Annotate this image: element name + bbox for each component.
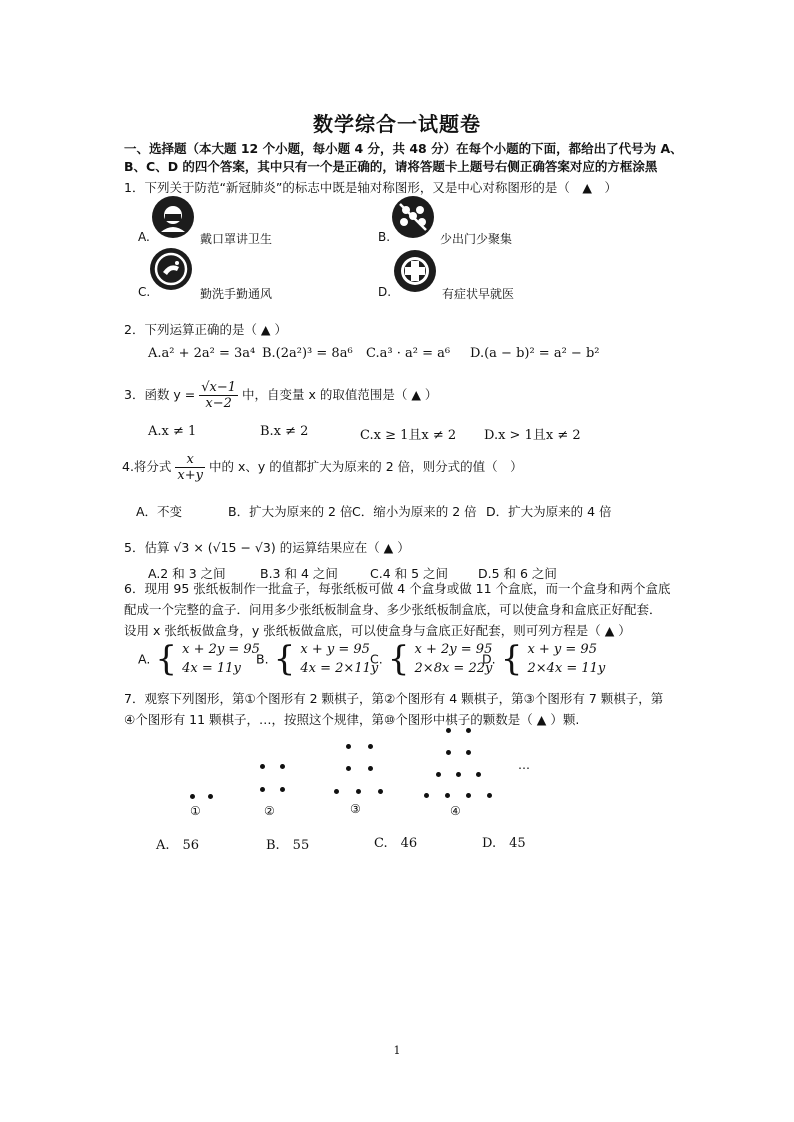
piece-dot	[466, 750, 471, 755]
piece-dot	[445, 793, 450, 798]
piece-dot	[346, 744, 351, 749]
q5-option-d: D.5 和 6 之间	[478, 566, 557, 581]
question-7-stem: 7．观察下列图形，第①个图形有 2 颗棋子，第②个图形有 4 颗棋子，第③个图形有 7 颗棋子，第④个图形有 11 颗棋子，…，按照这个规律，第⑩个图形中棋子的颗数是（ ▲ ）颗.	[124, 691, 664, 727]
piece-dot	[260, 787, 265, 792]
q6-option-a-eq2: 4x = 11y	[182, 661, 241, 676]
handwash-icon	[150, 248, 192, 290]
q6-option-c-eq1: x + 2y = 95	[414, 642, 493, 657]
piece-dot	[436, 772, 441, 777]
q6-option-d-eq1: x + y = 95	[527, 642, 597, 657]
page-number: 1	[393, 1044, 401, 1057]
q4-option-c: C．缩小为原来的 2 倍	[352, 504, 477, 519]
piece-dot	[466, 793, 471, 798]
q4-fraction-numerator: x	[175, 452, 205, 468]
q2-option-d: D.(a − b)² = a² − b²	[470, 346, 600, 361]
question-2-stem: 2．下列运算正确的是（ ▲ ）	[124, 322, 288, 337]
piece-dot	[368, 744, 373, 749]
piece-dot	[280, 764, 285, 769]
q3-option-d: D.x > 1且x ≠ 2	[484, 428, 581, 443]
figure-label-3: ③	[350, 802, 361, 816]
q6-option-d-letter: D.	[482, 651, 496, 667]
q7-option-d: D. 45	[482, 836, 526, 851]
q6-option-c-eq2: 2×8x = 22y	[414, 661, 493, 676]
q6-option-d-brace: {	[500, 639, 523, 679]
page-title: 数学综合一试题卷	[313, 112, 481, 136]
q1-option-c-letter: C.	[138, 285, 151, 299]
q6-option-d-system	[527, 640, 605, 678]
piece-dot	[424, 793, 429, 798]
figure-label-1: ①	[190, 804, 201, 818]
q6-option-b-letter: B.	[256, 651, 269, 667]
q3-option-c: C.x ≥ 1且x ≠ 2	[360, 428, 457, 443]
q5-option-c: C.4 和 5 之间	[370, 566, 449, 581]
section-instructions: 一、选择题（本大题 12 个小题，每小题 4 分，共 48 分）在每个小题的下面，都给出了代号为 A、B、C、D 的四个答案，其中只有一个是正确的，请将答题卡上题号右侧正确答案对应的方框涂黑	[124, 141, 683, 174]
question-3-stem	[124, 380, 437, 411]
q3-fraction-numerator: √x−1	[201, 380, 237, 395]
piece-dot	[346, 766, 351, 771]
q1-option-a-caption: 戴口罩讲卫生	[200, 232, 273, 246]
q3-stem-prefix: 3．函数 y =	[124, 387, 196, 402]
q5-option-a: A.2 和 3 之间	[148, 566, 226, 581]
piece-dot	[456, 772, 461, 777]
q6-option-a-letter: A.	[138, 651, 151, 667]
q6-option-b	[256, 640, 378, 678]
figure-label-4: ④	[450, 804, 461, 818]
q6-option-b-eq2: 4x = 2×11y	[300, 661, 379, 676]
piece-dot	[190, 794, 195, 799]
q6-option-c-brace: {	[387, 639, 410, 679]
piece-dot	[487, 793, 492, 798]
q4-stem-suffix: 中的 x、y 的值都扩大为原来的 2 倍，则分式的值（ ）	[208, 459, 523, 474]
q1-option-b-letter: B.	[378, 230, 391, 244]
q6-option-d-eq2: 2×4x = 11y	[527, 661, 606, 676]
q4-option-a: A．不变	[136, 504, 183, 519]
q6-option-d	[482, 640, 605, 678]
q4-fraction-denominator: x+y	[177, 468, 203, 483]
q1-option-b-caption: 少出门少聚集	[440, 232, 513, 246]
piece-dot	[446, 728, 451, 733]
piece-dot	[446, 750, 451, 755]
piece-dot	[280, 787, 285, 792]
piece-dot	[368, 766, 373, 771]
q7-option-c: C. 46	[374, 836, 418, 851]
figure-label-2: ②	[264, 804, 275, 818]
q6-option-c	[370, 640, 492, 678]
piece-dot	[208, 794, 213, 799]
q6-option-b-brace: {	[273, 639, 296, 679]
q6-option-a-system	[182, 640, 260, 678]
figure-ellipsis: …	[518, 758, 530, 772]
medical-cross-icon	[394, 250, 436, 292]
crowd-icon	[392, 196, 434, 238]
q2-option-c: C.a³ · a² = a⁶	[366, 346, 451, 361]
q1-option-c-caption: 勤洗手勤通风	[200, 287, 273, 301]
q3-stem-suffix: 中，自变量 x 的取值范围是（ ▲ ）	[242, 387, 438, 402]
question-4-stem	[122, 452, 523, 483]
q6-option-a-eq1: x + 2y = 95	[182, 642, 260, 657]
piece-dot	[378, 789, 383, 794]
q5-option-b: B.3 和 4 之间	[260, 566, 338, 581]
question-6-stem: 6．现用 95 张纸板制作一批盒子，每张纸板可做 4 个盒身或做 11 个盒底，而一个盒身和两个盒底配成一个完整的盒子．问用多少张纸板制盒身、多少张纸板制盒底，可以使盒身和盒底正好配套．设用 x 张纸板做盒身，y 张纸板做盒底，可以使盒身与盒底正好配套，则可列方程是（ ▲ ）	[124, 581, 671, 638]
piece-dot	[356, 789, 361, 794]
q3-fraction-denominator: x−2	[205, 396, 232, 411]
q3-option-b: B.x ≠ 2	[260, 424, 309, 439]
piece-dot	[334, 789, 339, 794]
q7-option-b: B. 55	[266, 838, 310, 853]
piece-dot	[260, 764, 265, 769]
q2-option-b: B.(2a²)³ = 8a⁶	[262, 346, 353, 361]
q6-option-a-brace: {	[155, 639, 178, 679]
q4-option-d: D．扩大为原来的 4 倍	[486, 504, 612, 519]
q2-option-a: A.a² + 2a² = 3a⁴	[148, 346, 256, 361]
q7-option-a: A. 56	[156, 838, 200, 853]
q6-option-b-system	[300, 640, 378, 678]
q6-option-c-system	[415, 640, 493, 678]
q1-option-a-letter: A.	[138, 230, 150, 244]
q6-option-c-letter: C.	[370, 651, 383, 667]
q3-fraction	[199, 380, 238, 411]
mask-icon	[152, 196, 194, 238]
q1-option-d-letter: D.	[378, 285, 392, 299]
piece-dot	[466, 728, 471, 733]
q4-fraction	[175, 452, 205, 483]
question-1-stem: 1．下列关于防范“新冠肺炎”的标志中既是轴对称图形，又是中心对称图形的是（ ▲ ）	[124, 180, 618, 195]
q1-option-d-caption: 有症状早就医	[442, 287, 515, 301]
q6-option-a	[138, 640, 260, 678]
q4-stem-prefix: 4.将分式	[122, 459, 172, 474]
q6-option-b-eq1: x + y = 95	[300, 642, 370, 657]
q3-option-a: A.x ≠ 1	[148, 424, 197, 439]
q4-option-b: B．扩大为原来的 2 倍	[228, 504, 353, 519]
piece-dot	[476, 772, 481, 777]
question-5-stem: 5．估算 √3 × (√15 − √3) 的运算结果应在（ ▲ ）	[124, 540, 410, 555]
